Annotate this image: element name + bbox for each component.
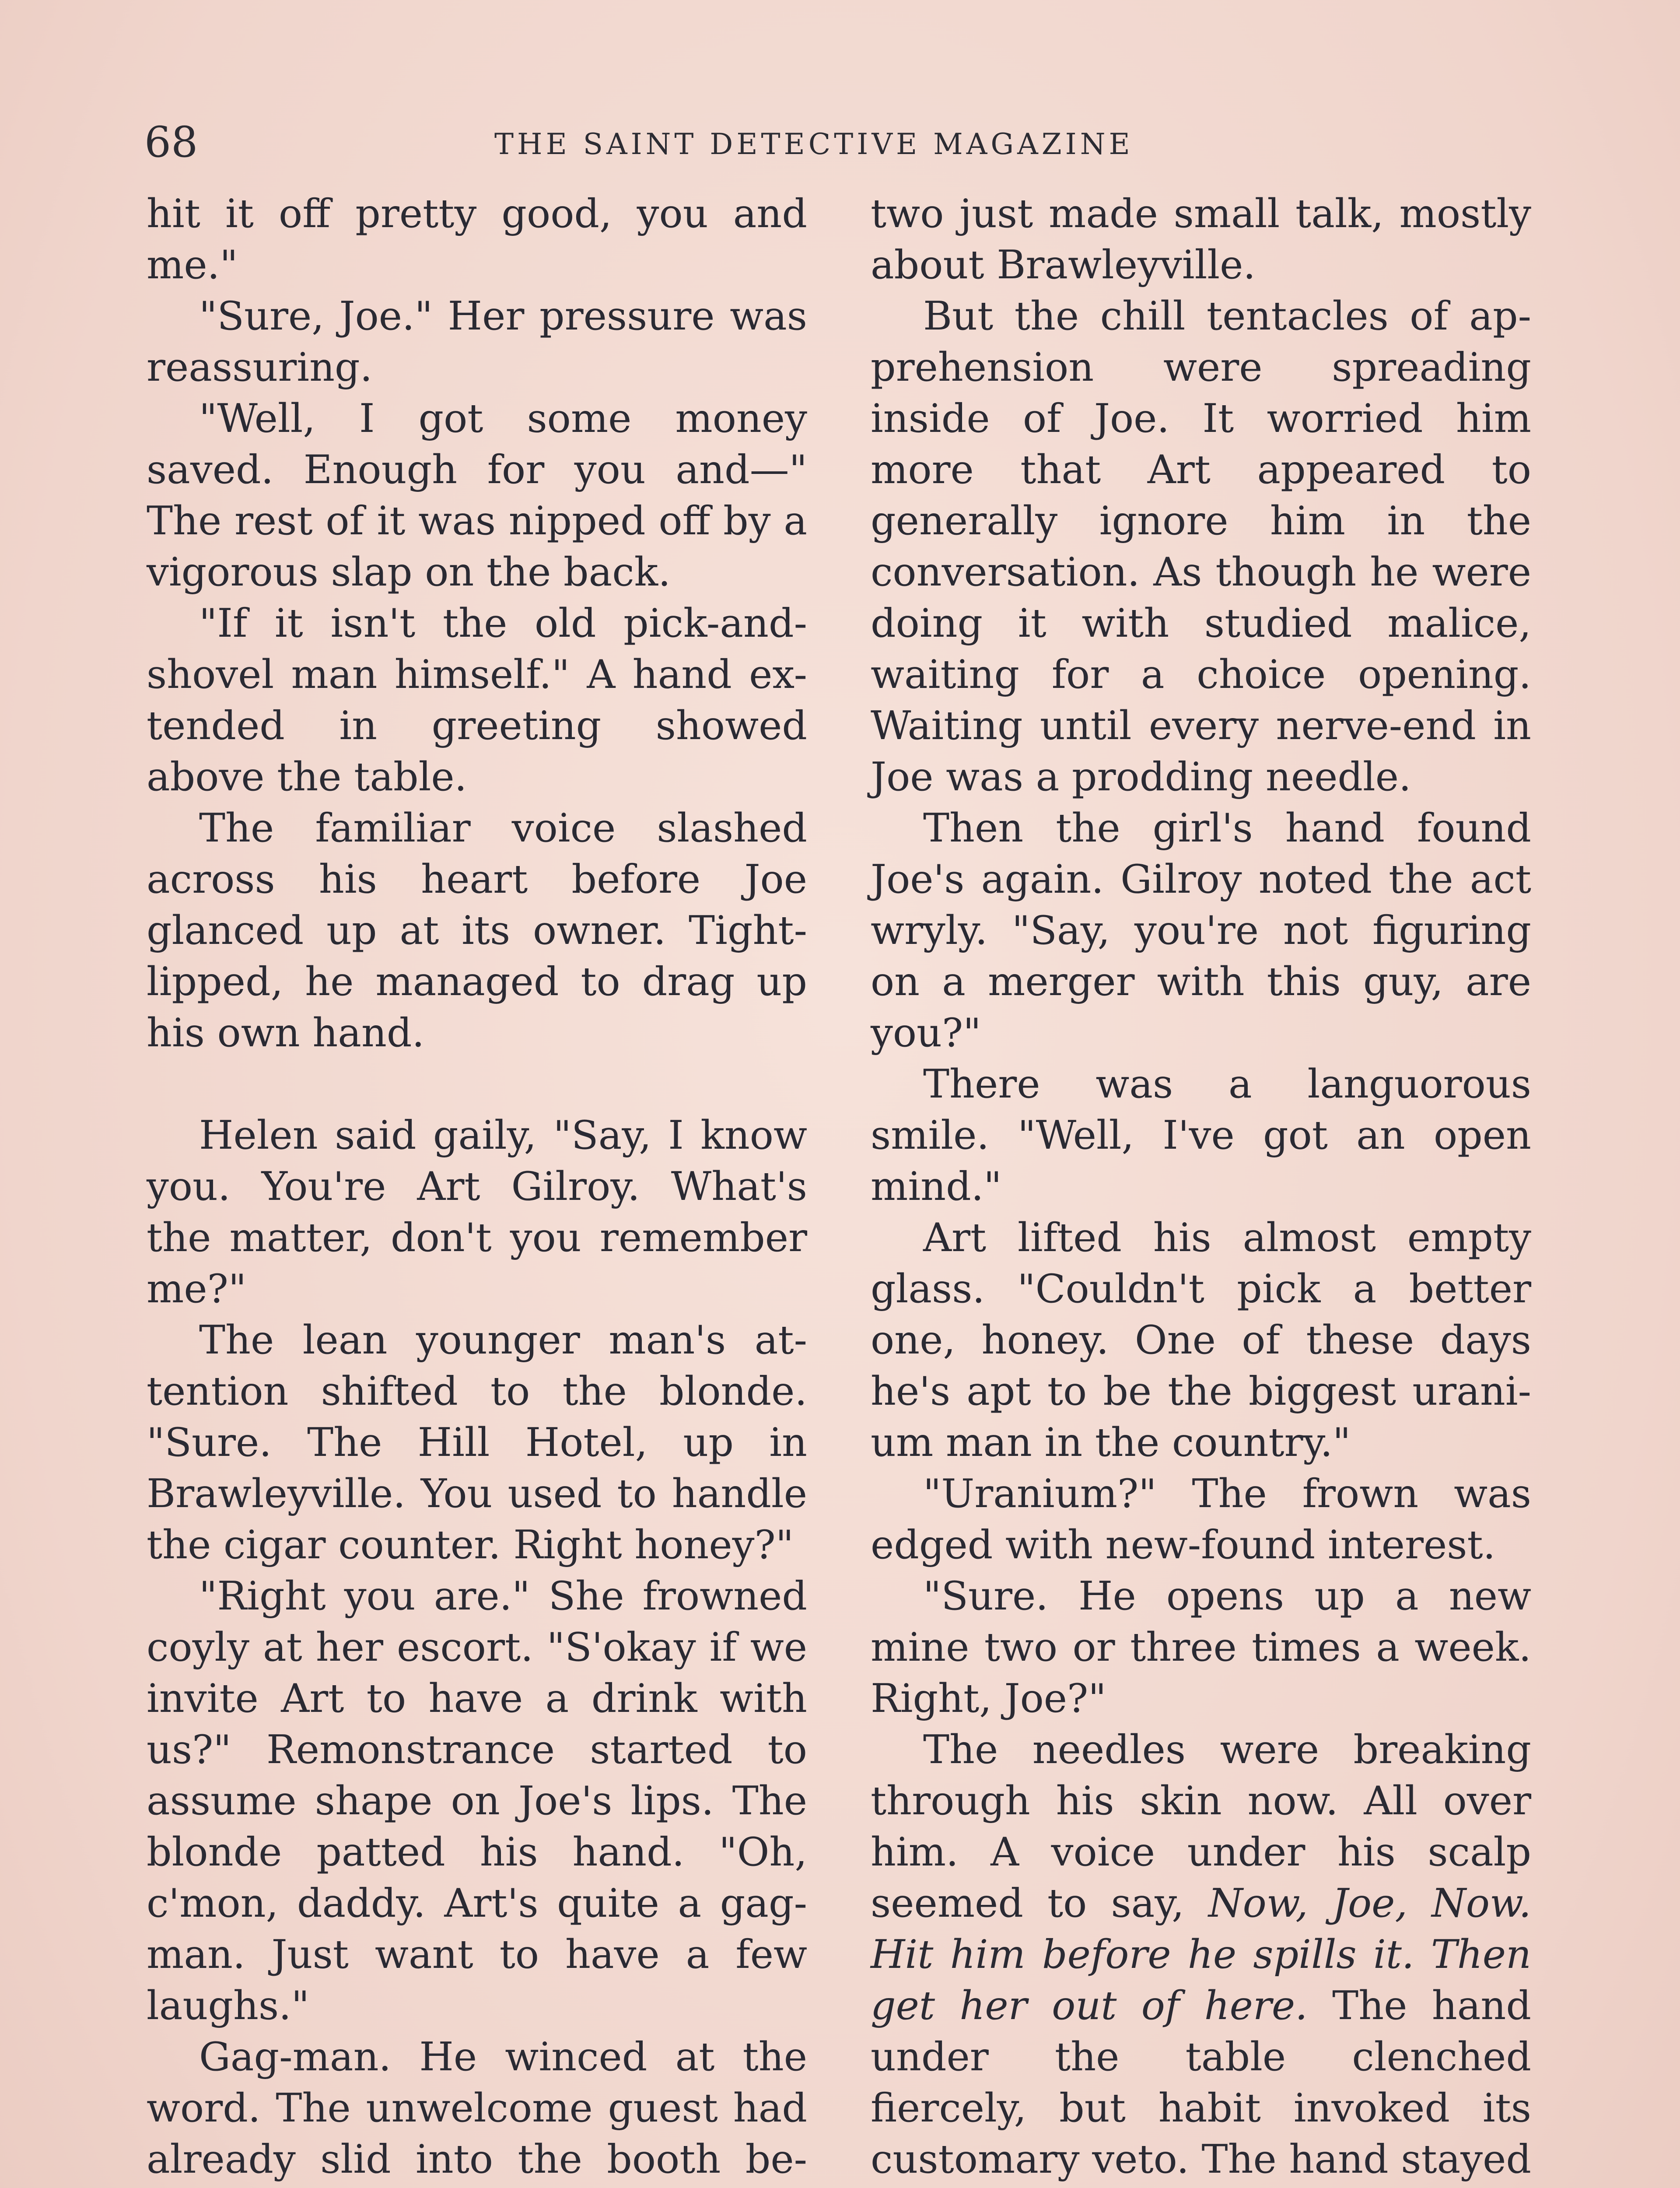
paragraph: "Right you are." She frowned coyly at her escort. "S'okay if we invite Art to have a drink with us?" Remonstrance started to assume shape on Joe's lips. The blonde patted his hand. "Oh, c'mon, daddy. Art's quite a gag-man. Just want to have a few laughs.": [147, 1573, 807, 2029]
paragraph: two just made small talk, mostly about Brawleyville.: [871, 191, 1531, 288]
paragraph: [871, 1724, 1531, 2188]
paragraph: Then the girl's hand found Joe's again. Gilroy noted the act wryly. "Say, you're not figuring on a merger with this guy, are you?": [871, 805, 1531, 1056]
page-number: 68: [144, 118, 198, 167]
paragraph: "Well, I got some money saved. Enough for you and—" The rest of it was nipped off by a vigorous slap on the back.: [147, 396, 807, 595]
paragraph: "If it isn't the old pick-and-shovel man himself." A hand ex-tended in greeting showed above the table.: [147, 600, 807, 800]
italic-thought-text: Now, Joe, Now. Hit him before he spills it. Then get her out of here.: [871, 1880, 1531, 2029]
paragraph: The lean younger man's at-tention shifted to the blonde. "Sure. The Hill Hotel, up in Brawleyville. You used to handle the cigar counter. Right honey?": [147, 1317, 807, 1568]
paragraph: The familiar voice slashed across his heart before Joe glanced up at its owner. Tight-lipped, he managed to drag up his own hand.: [147, 805, 807, 1056]
paragraph: Art lifted his almost empty glass. "Couldn't pick a better one, honey. One of these days he's apt to be the biggest urani-um man in the country.": [871, 1215, 1531, 1466]
right-text-column: [871, 188, 1531, 2188]
paragraph: "Sure, Joe." Her pressure was reassuring.: [147, 293, 807, 390]
paragraph: hit it off pretty good, you and me.": [147, 191, 807, 288]
page-header: [144, 118, 1536, 166]
paragraph: Gag-man. He winced at the word. The unwelcome guest had already slid into the booth be-: [147, 2034, 807, 2182]
running-title: THE SAINT DETECTIVE MAGAZINE: [494, 127, 1134, 161]
paragraph: There was a languorous smile. "Well, I've got an open mind.": [871, 1061, 1531, 1210]
paragraph-text: The hand under the table clenched fiercely, but habit invoked its customary veto. The hand stayed: [871, 1983, 1532, 2182]
paragraph: "Sure. He opens up a new mine two or three times a week. Right, Joe?": [871, 1573, 1531, 1722]
left-text-column: [147, 188, 807, 2188]
paragraph: "Uranium?" The frown was edged with new-found interest.: [871, 1471, 1531, 1568]
paragraph: Helen said gaily, "Say, I know you. You're Art Gilroy. What's the matter, don't you remember me?": [147, 1112, 807, 1312]
paragraph: But the chill tentacles of ap-prehension were spreading inside of Joe. It worried him more that Art appeared to generally ignore him in the conversation. As though he were doing it with studied malice, waiting for a choice opening. Waiting until every nerve-end in Joe was a prodding needle.: [871, 293, 1531, 800]
paragraph-text: The needles were breaking through his skin now. All over him. A voice under his scalp seemed to say,: [871, 1727, 1531, 1926]
